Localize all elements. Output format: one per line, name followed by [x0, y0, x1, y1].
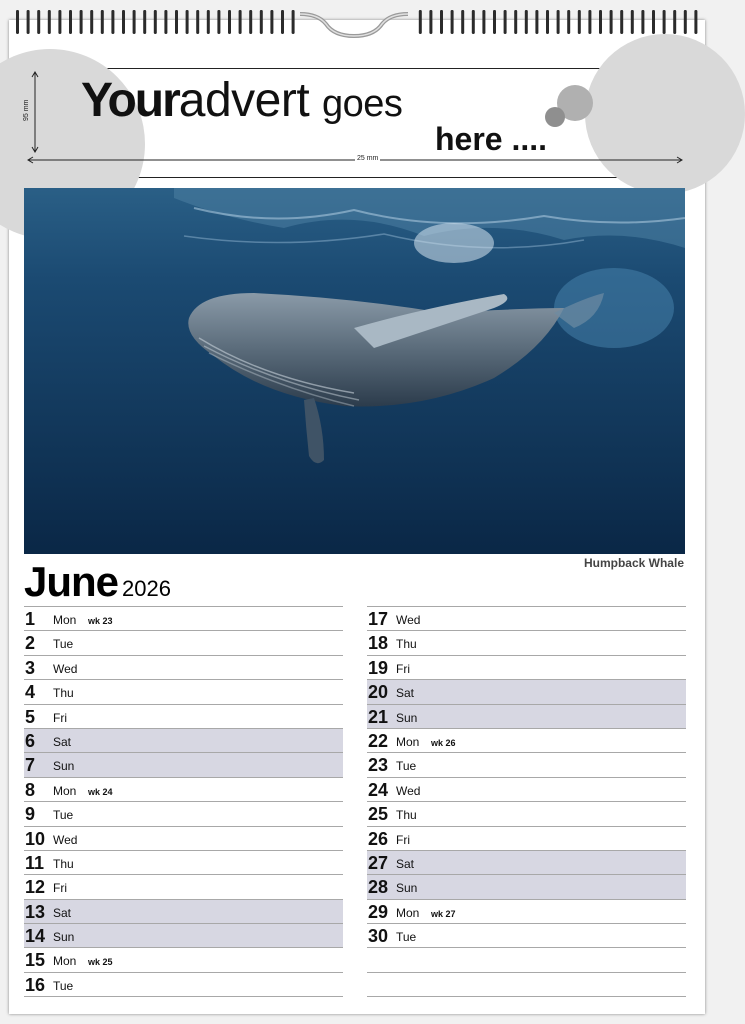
height-dimension-label: 95 mm — [23, 99, 30, 121]
day-row — [367, 655, 686, 679]
binding-coil — [440, 10, 443, 34]
day-row — [367, 874, 686, 898]
binding-coil — [249, 10, 252, 34]
day-number: 17 — [368, 609, 389, 629]
column-bottom-rule — [24, 996, 343, 997]
day-number: 13 — [25, 901, 46, 922]
week-number: wk 24 — [88, 786, 113, 797]
day-name: Wed — [53, 661, 78, 676]
photo-caption: Humpback Whale — [583, 556, 684, 570]
day-row — [367, 679, 686, 703]
day-name: Sun — [396, 881, 418, 896]
day-number: 1 — [25, 609, 36, 629]
day-number: 14 — [25, 926, 46, 947]
binding-coil — [631, 10, 634, 34]
binding-coil — [451, 10, 454, 34]
binding-coil — [69, 10, 72, 34]
decor-circle-right — [585, 34, 745, 194]
day-number: 16 — [25, 974, 46, 995]
days-column-left — [24, 606, 343, 997]
binding-coil — [16, 10, 19, 34]
day-number: 25 — [368, 804, 389, 825]
day-number: 26 — [368, 828, 389, 849]
day-row — [24, 777, 343, 801]
binding-coil — [472, 10, 475, 34]
binding-coil — [673, 10, 676, 34]
width-dimension-label: 25 mm — [357, 155, 379, 162]
advert-word-your: Your — [81, 74, 179, 127]
day-number: 3 — [25, 657, 36, 678]
day-row — [24, 630, 343, 654]
binding-coil — [133, 10, 136, 34]
decor-bubble-small — [545, 107, 565, 127]
binding-coil — [588, 10, 591, 34]
day-name: Sun — [396, 710, 418, 725]
day-row — [24, 826, 343, 850]
week-number: wk 25 — [88, 957, 113, 968]
day-name: Thu — [396, 808, 417, 823]
day-row — [24, 704, 343, 728]
binding-coil — [80, 10, 83, 34]
binding-coil — [652, 10, 655, 34]
advert-word-advert: advert — [178, 74, 310, 127]
day-row — [367, 923, 686, 947]
day-name: Mon — [396, 734, 420, 749]
binding-coil — [196, 10, 199, 34]
day-row — [24, 728, 343, 752]
binding-coil — [663, 10, 666, 34]
day-number: 28 — [368, 877, 389, 898]
day-name: Fri — [53, 710, 67, 725]
day-number: 8 — [25, 779, 36, 800]
week-number: wk 26 — [431, 737, 456, 748]
day-name: Tue — [53, 637, 74, 652]
binding-coil — [429, 10, 432, 34]
day-number: 11 — [25, 852, 45, 873]
advert-placeholder — [24, 68, 686, 178]
advert-word-here: here .... — [435, 121, 548, 157]
day-name: Thu — [396, 637, 417, 652]
day-number: 18 — [368, 633, 389, 654]
binding-coil — [260, 10, 263, 34]
binding-coil — [514, 10, 517, 34]
day-row — [367, 606, 686, 630]
day-name: Tue — [53, 808, 74, 823]
whale-photo — [24, 188, 685, 554]
binding-coil — [239, 10, 242, 34]
binding-coil — [610, 10, 613, 34]
day-row — [367, 899, 686, 923]
day-name: Sat — [53, 905, 72, 920]
binding-coil — [143, 10, 146, 34]
day-row — [24, 655, 343, 679]
day-name: Thu — [53, 856, 74, 871]
day-number: 21 — [368, 706, 389, 727]
day-number: 23 — [368, 755, 389, 776]
day-row — [24, 923, 343, 947]
day-number: 19 — [368, 657, 389, 678]
binding-coil — [493, 10, 496, 34]
binding-coil — [292, 10, 295, 34]
binding-coil — [567, 10, 570, 34]
day-name: Fri — [53, 881, 67, 896]
binding-coil — [27, 10, 30, 34]
day-name: Sat — [396, 686, 415, 701]
binding-coil — [578, 10, 581, 34]
day-name: Mon — [53, 954, 77, 969]
day-name: Sun — [53, 759, 75, 774]
day-name: Mon — [53, 783, 77, 798]
binding-coil — [620, 10, 623, 34]
day-name: Fri — [396, 661, 410, 676]
day-row-empty — [367, 947, 686, 971]
binding-coil — [641, 10, 644, 34]
day-row — [367, 826, 686, 850]
binding-coil — [525, 10, 528, 34]
binding-coil — [217, 10, 220, 34]
day-number: 4 — [25, 682, 36, 703]
month-name: June — [24, 558, 119, 605]
day-row — [24, 874, 343, 898]
binding-coil — [694, 10, 697, 34]
binding-coil — [186, 10, 189, 34]
day-name: Wed — [396, 613, 421, 627]
binding-coil — [546, 10, 549, 34]
binding-coil — [90, 10, 93, 34]
day-row — [24, 606, 343, 630]
binding-coil — [58, 10, 61, 34]
day-row — [24, 899, 343, 923]
day-row — [24, 679, 343, 703]
binding-coil — [535, 10, 538, 34]
day-number: 15 — [25, 950, 46, 971]
day-row — [367, 630, 686, 654]
binding-coil — [504, 10, 507, 34]
day-row — [367, 728, 686, 752]
day-name: Tue — [396, 759, 417, 774]
day-name: Tue — [53, 978, 74, 993]
day-row — [24, 850, 343, 874]
day-row — [24, 947, 343, 971]
binding-coil — [461, 10, 464, 34]
day-row — [367, 777, 686, 801]
height-dimension-arrow — [31, 71, 39, 153]
binding-coil — [37, 10, 40, 34]
day-row — [24, 972, 343, 996]
day-name: Tue — [396, 930, 417, 945]
day-number: 9 — [25, 804, 36, 825]
binding-coil — [419, 10, 422, 34]
day-number: 2 — [25, 633, 36, 654]
binding-coil — [122, 10, 125, 34]
day-row — [367, 801, 686, 825]
day-name: Sat — [396, 856, 415, 871]
binding-coil — [164, 10, 167, 34]
day-name: Wed — [53, 832, 78, 847]
day-name: Thu — [53, 686, 74, 701]
day-number: 30 — [368, 926, 389, 947]
binding-coil — [557, 10, 560, 34]
day-number: 7 — [25, 755, 36, 776]
day-name: Sun — [53, 930, 75, 945]
day-number: 5 — [25, 706, 36, 727]
day-number: 22 — [368, 730, 389, 751]
year-label: 2026 — [122, 576, 171, 601]
day-number: 6 — [25, 730, 36, 751]
day-row — [367, 704, 686, 728]
binding-coil — [111, 10, 114, 34]
day-name: Mon — [396, 905, 420, 920]
day-name: Fri — [396, 832, 410, 847]
binding-coil — [482, 10, 485, 34]
binding-coil — [599, 10, 602, 34]
day-name: Wed — [396, 783, 421, 798]
day-name: Mon — [53, 613, 77, 627]
day-number: 10 — [25, 828, 46, 849]
month-title — [24, 558, 171, 606]
day-row — [367, 850, 686, 874]
column-bottom-rule — [367, 996, 686, 997]
week-number: wk 23 — [88, 616, 113, 626]
advert-headline — [81, 73, 402, 132]
day-row — [367, 752, 686, 776]
binding-coil — [684, 10, 687, 34]
day-number: 12 — [25, 877, 46, 898]
day-number: 24 — [368, 779, 389, 800]
binding-coil — [281, 10, 284, 34]
week-number: wk 27 — [431, 908, 456, 919]
day-row-empty — [367, 972, 686, 996]
binding-coil — [270, 10, 273, 34]
wire-binding — [0, 0, 714, 48]
days-column-right — [367, 606, 686, 997]
binding-coil — [207, 10, 210, 34]
binding-coil — [175, 10, 178, 34]
day-name: Sat — [53, 734, 72, 749]
day-number: 20 — [368, 682, 389, 703]
day-row — [24, 801, 343, 825]
binding-coil — [154, 10, 157, 34]
day-number: 27 — [368, 852, 389, 873]
binding-coil — [101, 10, 104, 34]
advert-word-goes: goes — [322, 83, 403, 125]
binding-coil — [228, 10, 231, 34]
day-number: 29 — [368, 901, 389, 922]
binding-coil — [48, 10, 51, 34]
day-row — [24, 752, 343, 776]
